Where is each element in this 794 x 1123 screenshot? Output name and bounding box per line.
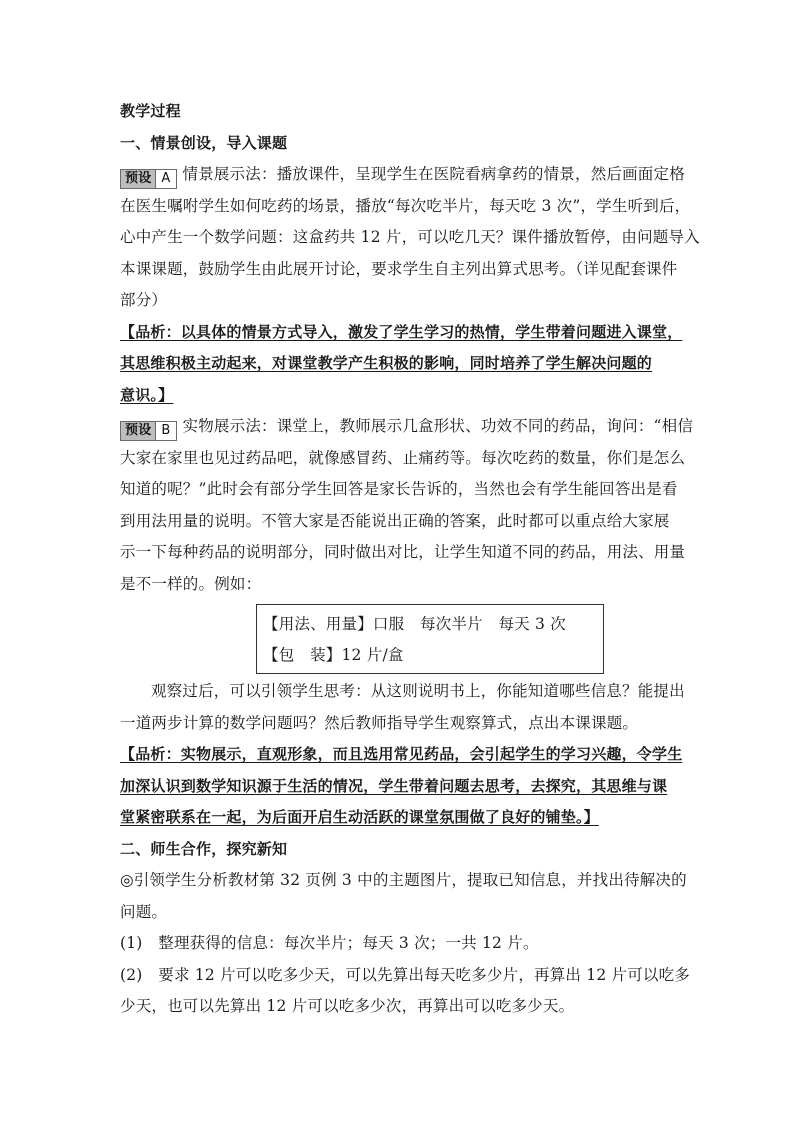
preset-b-tag <box>120 421 177 441</box>
presetB-line-2: 大家在家里也见过药品吧，就像感冒药、止痛药等。每次吃药的数量，你们是怎么 <box>120 448 686 467</box>
section2-heading: 二、师生合作，探究新知 <box>120 839 288 858</box>
presetB-line-1 <box>120 411 694 443</box>
presetB-after-2: 一道两步计算的数学问题吗？然后教师指导学生观察算式，点出本课课题。 <box>120 713 639 732</box>
preset-a-tag-letter: A <box>155 170 175 188</box>
presetB-line-3: 知道的呢？”此时会有部分学生回答是家长告诉的，当然也会有学生能回答出是看 <box>120 480 678 498</box>
preset-b-tag-word: 预设 <box>121 422 155 440</box>
presetA-line-4: 本课课题，鼓励学生由此展开讨论，要求学生自主列出算式思考。（详见配套课件 <box>120 259 678 278</box>
dosage-usage: 【用法、用量】口服 每次半片 每天 3 次 <box>263 615 566 633</box>
section1-heading: 一、情景创设，导入课题 <box>120 133 288 152</box>
presetA-line-5: 部分） <box>120 291 168 309</box>
section2-intro-1: ◎引领学生分析教材第 32 页例 3 中的主题图片，提取已知信息，并找出待解决的 <box>120 871 687 889</box>
presetA-analysis-3: 意识。】 <box>120 385 174 404</box>
document-page <box>120 96 700 1023</box>
presetB-line-4: 到用法用量的说明。不管大家是否能说出正确的答案，此时都可以重点给大家展 <box>120 511 670 530</box>
presetA-analysis-1: 【品析：以具体的情景方式导入，激发了学生学习的热情，学生带着问题进入课堂， <box>120 322 683 341</box>
presetA-line-3: 心中产生一个数学问题：这盒药共 12 片，可以吃几天？课件播放暂停，由问题导入 <box>120 228 700 246</box>
presetB-line-5: 示一下每种药品的说明部分，同时做出对比，让学生知道不同的药品，用法、用量 <box>120 543 686 561</box>
preset-a-tag-word: 预设 <box>121 170 155 188</box>
section2-item-2a: (2) 要求 12 片可以吃多少天，可以先算出每天吃多少片，再算出 12 片可以吃多 <box>120 965 691 984</box>
presetA-text: 情景展示法：播放课件，呈现学生在医院看病拿药的情景，然后画面定格 <box>182 165 685 183</box>
presetB-analysis-1: 【品析：实物展示，直观形象，而且选用常见药品，会引起学生的学习兴趣，令学生 <box>120 745 683 763</box>
presetB-text: 实物展示法：课堂上，教师展示几盒形状、功效不同的药品，询问：“相信 <box>182 417 694 435</box>
presetA-analysis-2: 其思维积极主动起来，对课堂教学产生积极的影响，同时培养了学生解决问题的 <box>120 354 653 372</box>
preset-b-tag-letter: B <box>155 422 175 440</box>
presetB-analysis-3: 堂紧密联系在一起，为后面开启生动活跃的课堂氛围做了良好的铺垫。】 <box>120 808 599 826</box>
section2-item-1: (1) 整理获得的信息：每次半片；每天 3 次；一共 12 片。 <box>120 934 539 952</box>
presetB-analysis-2: 加深认识到数学知识源于生活的情况，学生带着问题去思考，去探究，其思维与课 <box>120 776 668 795</box>
presetB-line-6: 是不一样的。例如： <box>120 574 262 593</box>
presetA-line-1 <box>120 159 690 191</box>
section2-intro-2: 问题。 <box>120 902 168 921</box>
dosage-package: 【包 装】12 片/盒 <box>263 646 404 664</box>
dosage-box <box>256 604 604 674</box>
preset-a-tag <box>120 169 177 189</box>
presetA-line-2: 在医生嘱咐学生如何吃药的场景，播放“每次吃半片，每天吃 3 次”，学生听到后， <box>120 196 691 215</box>
page-title: 教学过程 <box>120 102 181 120</box>
presetB-after-1: 观察过后，可以引领学生思考：从这则说明书上，你能知道哪些信息？能提出 <box>151 682 685 700</box>
section2-item-2b: 少天，也可以先算出 12 片可以吃多少次，再算出可以吃多少天。 <box>120 997 575 1015</box>
